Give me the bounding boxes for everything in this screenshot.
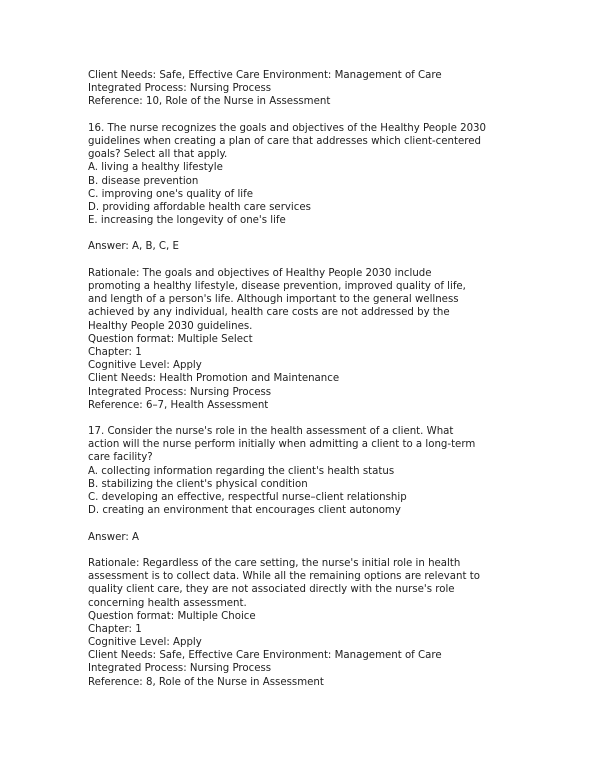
meta-line-integrated-process: Integrated Process: Nursing Process xyxy=(88,83,272,95)
question-16-stem-line: guidelines when creating a plan of care that addresses which client-centered xyxy=(88,135,481,147)
question-17-choice-d: D. creating an environment that encourages client autonomy xyxy=(88,505,401,517)
question-16-choice-e: E. increasing the longevity of one's life xyxy=(88,215,286,227)
question-17-rationale-line: Rationale: Regardless of the care setting, the nurse's initial role in health xyxy=(88,557,461,569)
question-17-choice-b: B. stabilizing the client's physical condition xyxy=(88,478,308,490)
question-16-rationale-line: promoting a healthy lifestyle, disease prevention, improved quality of life, xyxy=(88,281,466,292)
question-17-stem-line: care facility? xyxy=(88,452,153,464)
question-16-meta-integrated-process: Integrated Process: Nursing Process xyxy=(88,386,272,398)
question-16-stem-line: 16. The nurse recognizes the goals and objectives of the Healthy People 2030 xyxy=(88,122,487,134)
question-16-answer: Answer: A, B, C, E xyxy=(88,241,179,253)
question-17-rationale-line: concerning health assessment. xyxy=(88,597,247,609)
blank-line xyxy=(88,227,558,240)
question-17-meta-cognitive-level: Cognitive Level: Apply xyxy=(88,637,202,649)
question-16-rationale-line: and length of a person's life. Although important to the general wellness xyxy=(88,294,459,306)
blank-line xyxy=(88,109,558,122)
question-16-meta-question-format: Question format: Multiple Select xyxy=(88,333,253,345)
question-17-rationale-line: assessment is to collect data. While all the remaining options are relevant to xyxy=(88,571,480,583)
question-17-choice-a: A. collecting information regarding the client's health status xyxy=(88,465,395,477)
document-text-block xyxy=(88,69,558,689)
blank-line xyxy=(88,544,558,557)
question-16-choice-b: B. disease prevention xyxy=(88,175,199,187)
meta-line-reference: Reference: 10, Role of the Nurse in Assessment xyxy=(88,96,331,108)
question-16-meta-client-needs: Client Needs: Health Promotion and Maintenance xyxy=(88,373,340,385)
blank-line xyxy=(88,517,558,530)
question-16-rationale-line: achieved by any individual, health care costs are not addressed by the xyxy=(88,307,450,319)
question-16-rationale-line: Rationale: The goals and objectives of Healthy People 2030 include xyxy=(88,267,432,279)
question-16-meta-cognitive-level: Cognitive Level: Apply xyxy=(88,360,202,372)
question-17-meta-question-format: Question format: Multiple Choice xyxy=(88,610,256,622)
question-17-meta-integrated-process: Integrated Process: Nursing Process xyxy=(88,663,272,675)
blank-line xyxy=(88,254,558,267)
question-16-choice-a: A. living a healthy lifestyle xyxy=(88,162,223,174)
question-17-meta-client-needs: Client Needs: Safe, Effective Care Environment: Management of Care xyxy=(88,650,442,662)
question-16-choice-c: C. improving one's quality of life xyxy=(88,188,253,200)
question-17-meta-reference: Reference: 8, Role of the Nurse in Assessment xyxy=(88,676,324,688)
question-17-answer: Answer: A xyxy=(88,531,139,543)
question-16-meta-chapter: Chapter: 1 xyxy=(88,346,142,358)
blank-line xyxy=(88,412,558,425)
question-16-rationale-line: Healthy People 2030 guidelines. xyxy=(88,320,253,332)
question-16-stem-line: goals? Select all that apply. xyxy=(88,149,228,161)
question-17-stem-line: 17. Consider the nurse's role in the health assessment of a client. What xyxy=(88,426,454,438)
question-17-rationale-line: quality client care, they are not associated directly with the nurse's role xyxy=(88,584,455,596)
meta-line-client-needs: Client Needs: Safe, Effective Care Environment: Management of Care xyxy=(88,70,442,81)
question-16-choice-d: D. providing affordable health care services xyxy=(88,201,311,213)
question-17-stem-line: action will the nurse perform initially when admitting a client to a long-term xyxy=(88,439,476,451)
question-17-meta-chapter: Chapter: 1 xyxy=(88,623,142,635)
question-17-choice-c: C. developing an effective, respectful nurse–client relationship xyxy=(88,492,407,503)
question-16-meta-reference: Reference: 6–7, Health Assessment xyxy=(88,399,269,411)
